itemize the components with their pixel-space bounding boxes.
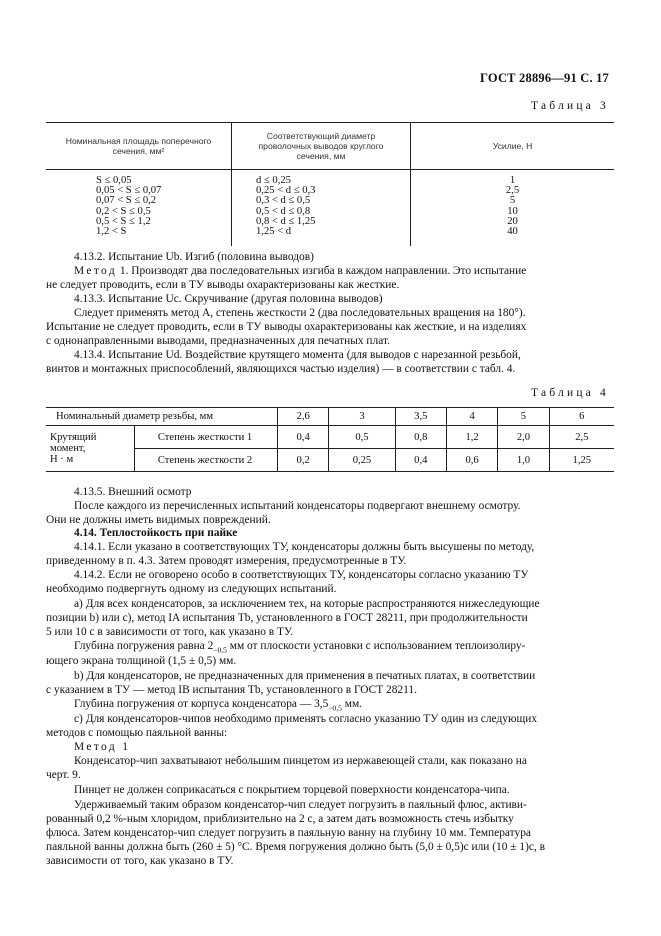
table-4-label: Таблица 4 <box>531 387 609 399</box>
table-4-diameter: 2,6 <box>278 408 329 426</box>
text-line: зависимости от того, как указано в ТУ. <box>46 855 234 867</box>
table-cell: 1,25 <box>549 449 614 472</box>
text-line: Следует применять метод А, степень жесткости 2 (два последовательных вращения на 180°). <box>74 307 526 319</box>
table-4-rigidity-2: Степень жесткости 2 <box>135 449 278 472</box>
para-4-13-3: 4.13.3. Испытание Uc. Скручивание (другая половина выводов) <box>74 293 383 305</box>
text-line: черт. 9. <box>46 769 81 781</box>
table-cell: 0,6 <box>446 449 497 472</box>
text-line: ющего экрана толщиной (1,5 ± 0,5) мм. <box>46 655 237 667</box>
table-4-head-row <box>46 408 614 426</box>
table-4-diameter: 3 <box>329 408 395 426</box>
item-b: b) Для конденсаторов, не предназначенных для применения в печатных платах, в соответствии <box>74 670 536 682</box>
text-line: Испытание не следует проводить, если в ТУ выводы охарактеризованы как жесткие, и на изделиях <box>46 321 527 333</box>
table-4-diameter: 4 <box>446 408 497 426</box>
item-a: а) Для всех конденсаторов, за исключением тех, на которые распространяются нижеследующие <box>74 598 540 610</box>
table-cell: 2,5 <box>549 426 614 449</box>
text-line: Они не должны иметь видимых повреждений. <box>46 514 271 526</box>
text-line: Конденсатор-чип захватывают небольшим пинцетом из нержавеющей стали, как показано на <box>74 755 527 767</box>
table-4-diameter: 3,5 <box>395 408 446 426</box>
table-3-header-force: Усилие, Н <box>411 123 615 170</box>
table-3-area-column: S ≤ 0,05 0,05 < S ≤ 0,07 0,07 < S ≤ 0,2 0,2 < S ≤ 0,5 0,5 < S ≤ 1,2 1,2 < S <box>96 175 162 237</box>
table-4 <box>46 407 614 472</box>
table-4-rigidity-1: Степень жесткости 1 <box>135 426 278 449</box>
table-cell: 0,4 <box>278 426 329 449</box>
para-4-14-2: 4.14.2. Если не оговорено особо в соответствующих ТУ, конденсаторы согласно указанию ТУ <box>74 569 529 581</box>
para-4-14-1: 4.14.1. Если указано в соответствующих ТУ, конденсаторы должны быть высушены по методу, <box>74 541 535 553</box>
text-line: методов с помощью паяльной ванны: <box>46 727 228 739</box>
table-3-force-column: 1 2,5 5 10 20 40 <box>411 170 615 247</box>
para-method-1: Метод 1. Производят два последовательных изгиба в каждом направлении. Это испытание <box>74 265 527 277</box>
table-cell: 1,2 <box>446 426 497 449</box>
text-line: рованный 0,2 %-ным хлоридом, приблизительно на 2 с, а затем дать возможность стечь избытку <box>46 813 514 825</box>
table-cell: 0,2 <box>278 449 329 472</box>
table-cell: 0,8 <box>395 426 446 449</box>
table-3-header-area: Номинальная площадь поперечного сечения, мм² <box>46 123 232 170</box>
table-cell: 2,0 <box>498 426 549 449</box>
table-cell: 1,0 <box>498 449 549 472</box>
table-4-row-label: Крутящий момент, Н · м <box>46 426 135 472</box>
text-line: винтов и монтажных приспособлений, являющихся частью изделия) — в соответствии с табл. 4. <box>46 363 516 375</box>
para-4-13-5: 4.13.5. Внешний осмотр <box>74 486 192 498</box>
immersion-depth-b: Глубина погружения от корпуса конденсатора — $3,5_{-0,5}$ мм. <box>74 698 363 713</box>
page-header: ГОСТ 28896—91 С. 17 <box>480 71 609 85</box>
text-line: Пинцет не должен соприкасаться с покрытием торцевой поверхности конденсатора-чипа. <box>74 784 510 796</box>
text-line: не следует проводить, если в ТУ выводы охарактеризованы как жесткие. <box>46 279 400 291</box>
table-row <box>46 426 614 449</box>
text-line: паяльной ванны должна быть (260 ± 5) °С. Время погружения должно быть (5,0 ± 0,5)с или (10 ± 1)с, в <box>46 841 545 853</box>
text-line: с указанием в ТУ — метод IB испытания Tb, установленного в ГОСТ 28211. <box>46 684 417 696</box>
para-4-13-4: 4.13.4. Испытание Ud. Воздействие крутящего момента (для выводов с нарезанной резьбой, <box>74 349 521 361</box>
text-line: После каждого из перечисленных испытаний конденсаторы подвергают внешнему осмотру. <box>74 500 521 512</box>
item-c: с) Для конденсаторов-чипов необходимо применять согласно указанию ТУ один из следующих <box>74 713 538 725</box>
table-3-header-diameter: Соответствующий диаметр проволочных выводов круглого сечения, мм <box>232 123 411 170</box>
text-line: необходимо подвергнуть одному из следующих испытаний. <box>46 583 337 595</box>
table-3-diameter-column: d ≤ 0,25 0,25 < d ≤ 0,3 0,3 < d ≤ 0,5 0,5 < d ≤ 0,8 0,8 < d ≤ 1,25 1,25 < d <box>232 170 411 247</box>
table-4-diameter: 5 <box>498 408 549 426</box>
text-line: с однонаправленными выводами, предназначенных для печатных плат. <box>46 335 390 347</box>
text-line: Удерживаемый таким образом конденсатор-чип следует погрузить в паяльный флюс, активи- <box>74 799 527 811</box>
text-line: приведенному в п. 4.3. Затем проводят измерения, предусмотренные в ТУ. <box>46 555 407 567</box>
table-cell: 0,25 <box>329 449 395 472</box>
para-4-13-2: 4.13.2. Испытание Ub. Изгиб (половина выводов) <box>74 251 314 263</box>
table-4-diameter: 6 <box>549 408 614 426</box>
table-4-head-label: Номинальный диаметр резьбы, мм <box>46 408 278 426</box>
section-4-14-heading: 4.14. Теплостойкость при пайке <box>74 527 238 539</box>
method-1-heading: Метод 1 <box>74 741 131 753</box>
table-cell: 0,5 <box>329 426 395 449</box>
table-cell: 0,4 <box>395 449 446 472</box>
table-3-label: Таблица 3 <box>531 100 609 112</box>
text-line: позиции b) или с), метод IA испытания Tb, установленного в ГОСТ 28211, при продолжительности <box>46 612 528 624</box>
table-3 <box>46 122 614 246</box>
text-line: флюса. Затем конденсатор-чип следует погрузить в паяльную ванну на глубину 10 мм. Температура <box>46 827 531 839</box>
text-line: 5 или 10 с в зависимости от того, как указано в ТУ. <box>46 626 293 638</box>
immersion-depth-a: Глубина погружения равна $2_{-0,5}$ мм от плоскости установки с использованием теплоизолиру- <box>74 640 526 655</box>
